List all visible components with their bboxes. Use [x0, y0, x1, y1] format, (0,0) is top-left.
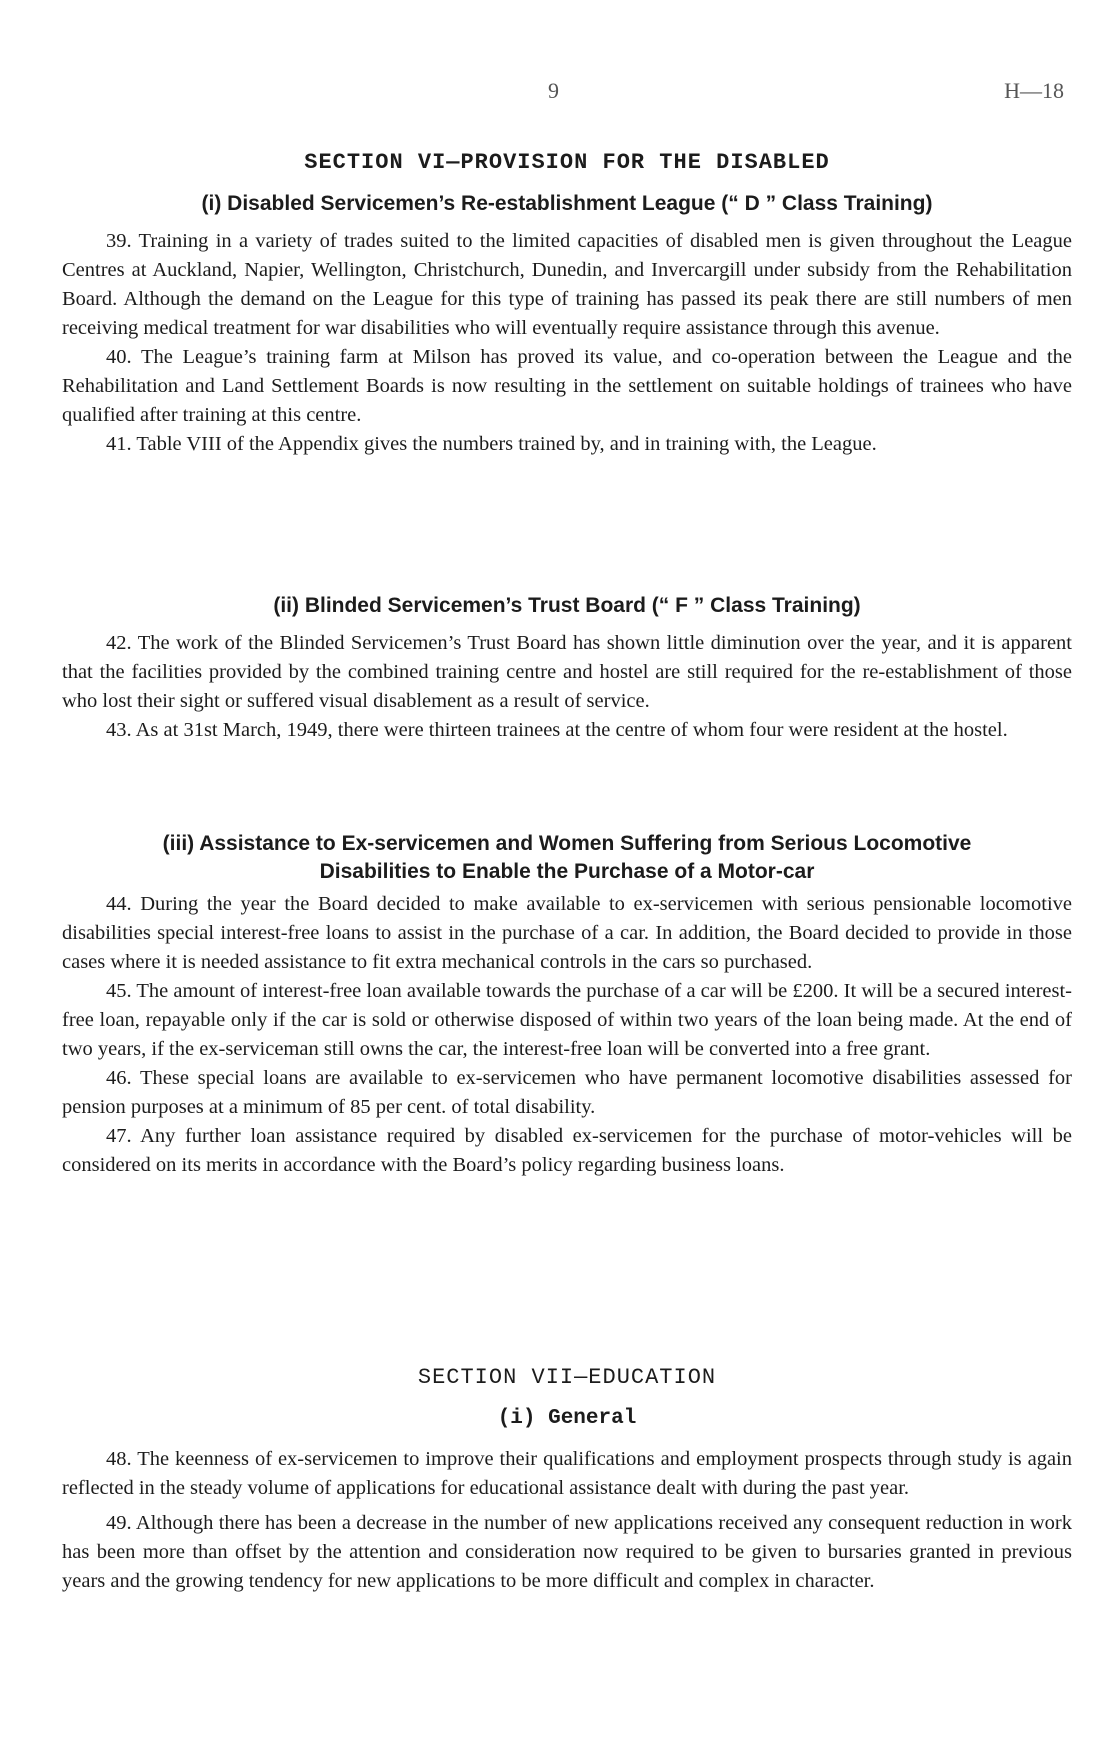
subsection-vi-i-heading: (i) Disabled Servicemen’s Re-establishment League (“ D ” Class Training) — [201, 192, 933, 215]
section-vii — [62, 1365, 1072, 1390]
paragraph-45: 45. The amount of interest-free loan available towards the purchase of a car will be £200. It will be a secured interest-free loan, repayable only if the car is sold or otherwise disposed of within two years of the loan being made. At the end of two years, if the ex-serviceman still owns the car, the interest-free loan will be converted into a free grant. — [62, 980, 1072, 1060]
page-number: 9 — [548, 78, 559, 103]
paragraph-39: 39. Training in a variety of trades suited to the limited capacities of disabled men is given throughout the League Centres at Auckland, Napier, Wellington, Christchurch, Dunedin, and Invercargill under subsidy from the Rehabilitation Board. Although the demand on the League for this type of training has passed its peak there are still numbers of men receiving medical treatment for war disabilities who will eventually require assistance through this avenue. — [62, 230, 1072, 339]
document-page — [62, 0, 1072, 1757]
subsection-vi-ii-heading: (ii) Blinded Servicemen’s Trust Board (“ F ” Class Training) — [273, 594, 861, 617]
paragraph-47: 47. Any further loan assistance required by disabled ex-servicemen for the purchase of motor-vehicles will be considered on its merits in accordance with the Board’s policy regarding business loans. — [62, 1125, 1072, 1176]
subsection-vi-i — [62, 192, 1072, 216]
subsection-vii-i — [62, 1407, 1072, 1430]
page-header — [62, 78, 1072, 108]
paragraph-40: 40. The League’s training farm at Milson has proved its value, and co-operation between the League and the Rehabilitation and Land Settlement Boards is now resulting in the settlement on suitable holdings of trainees who have qualified after training at this centre. — [62, 346, 1072, 426]
subsection-vi-iii-body — [62, 890, 1072, 1180]
paragraph-43: 43. As at 31st March, 1949, there were thirteen trainees at the centre of whom four were resident at the hostel. — [106, 719, 1008, 741]
subsection-vii-i-body — [62, 1445, 1072, 1596]
document-reference: H—18 — [1004, 78, 1064, 103]
section-vi — [62, 150, 1072, 175]
section-vii-title: SECTION VII—EDUCATION — [417, 1365, 717, 1390]
paragraph-49: 49. Although there has been a decrease in the number of new applications received any consequent reduction in work has been more than offset by the attention and consideration now required to be given to bursaries granted in previous years and the growing tendency for new applications to be more difficult and complex in character. — [62, 1512, 1072, 1592]
subsection-vi-ii — [62, 594, 1072, 618]
paragraph-41: 41. Table VIII of the Appendix gives the numbers trained by, and in training with, the League. — [106, 433, 877, 455]
paragraph-48: 48. The keenness of ex-servicemen to improve their qualifications and employment prospects through study is again reflected in the steady volume of applications for educational assistance dealt with during the past year. — [62, 1448, 1072, 1499]
paragraph-42: 42. The work of the Blinded Servicemen’s Trust Board has shown little diminution over the year, and it is apparent that the facilities provided by the combined training centre and hostel are still required for the re-establishment of those who lost their sight or suffered visual disablement as a result of service. — [62, 632, 1072, 712]
section-vi-title: SECTION VI—PROVISION FOR THE DISABLED — [304, 150, 830, 175]
subsection-vii-i-heading: (i) General — [497, 1407, 637, 1430]
subsection-vi-iii-heading-line2: Disabilities to Enable the Purchase of a Motor-car — [319, 860, 815, 883]
paragraph-46: 46. These special loans are available to ex-servicemen who have permanent locomotive disabilities assessed for pension purposes at a minimum of 85 per cent. of total disability. — [62, 1067, 1072, 1118]
subsection-vi-iii-heading-line1: (iii) Assistance to Ex-servicemen and Women Suffering from Serious Locomotive — [162, 832, 972, 855]
subsection-vi-i-body — [62, 227, 1072, 459]
paragraph-44: 44. During the year the Board decided to make available to ex-servicemen with serious pensionable locomotive disabilities special interest-free loans to assist in the purchase of a car. In addition, the Board decided to provide in those cases where it is needed assistance to fit extra mechanical controls in the cars so purchased. — [62, 893, 1072, 973]
subsection-vi-iii — [62, 830, 1072, 886]
subsection-vi-ii-body — [62, 629, 1072, 745]
